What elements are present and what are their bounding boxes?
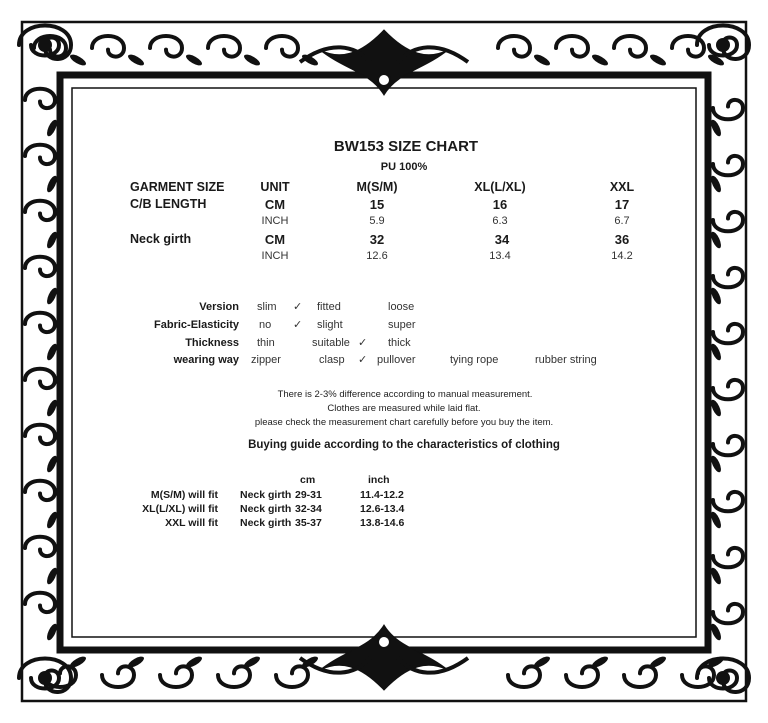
cell-value: 14.2 (611, 250, 633, 262)
border-scroll-ornament (25, 369, 55, 388)
guide-cm: 35-37 (295, 517, 322, 529)
attr-label-wearing-way: wearing way (173, 354, 239, 366)
border-scroll-ornament (25, 593, 55, 612)
border-scroll-ornament (92, 36, 124, 57)
chart-title: BW153 SIZE CHART (333, 138, 479, 155)
attr-option: slight (317, 319, 343, 331)
border-leaf-ornament (590, 52, 609, 67)
border-scroll-ornament (614, 36, 646, 57)
guide-part: Neck girth (240, 489, 292, 501)
attr-label-thickness: Thickness (185, 337, 239, 349)
attr-option: thin (257, 337, 275, 349)
attr-label-fabric-elasticity: Fabric-Elasticity (154, 319, 239, 331)
cell-value: 12.6 (366, 250, 388, 262)
header-unit: UNIT (260, 180, 290, 194)
guide-part: Neck girth (240, 517, 292, 529)
border-leaf-ornament (184, 654, 203, 669)
guide-size: XXL will fit (165, 517, 218, 529)
border-scroll-ornament (25, 201, 55, 220)
border-leaf-ornament (38, 671, 52, 685)
border-scroll-ornament (713, 604, 743, 623)
border-scroll-ornament (508, 666, 540, 687)
unit-inch: INCH (261, 215, 289, 227)
border-leaf-ornament (184, 52, 203, 67)
row-label-cb-length: C/B LENGTH (130, 197, 207, 211)
bottom-crest-ornament (300, 625, 468, 690)
border-scroll-ornament (25, 257, 55, 276)
attr-option: no (259, 319, 272, 331)
header-garment-size: GARMENT SIZE (130, 180, 225, 194)
border-scroll-ornament (25, 425, 55, 444)
guide-col-cm: cm (300, 474, 316, 486)
unit-cm: CM (264, 197, 286, 212)
border-leaf-ornament (716, 38, 730, 52)
border-scroll-ornament (556, 36, 588, 57)
cell-value: 13.4 (489, 250, 511, 262)
border-scroll-ornament (713, 548, 743, 567)
attr-option: fitted (317, 301, 341, 313)
border-scroll-ornament (160, 666, 192, 687)
attr-option: super (388, 319, 416, 331)
border-leaf-ornament (126, 654, 145, 669)
border-scroll-ornament (713, 380, 743, 399)
cell-value: 15 (369, 197, 385, 212)
cell-value: 16 (492, 197, 508, 212)
border-scroll-ornament (713, 324, 743, 343)
guide-size: XL(L/XL) will fit (142, 503, 218, 515)
attr-option: loose (388, 301, 415, 313)
border-scroll-ornament (150, 36, 182, 57)
top-crest-ornament (300, 30, 468, 95)
guide-inch: 11.4-12.2 (360, 489, 404, 501)
note-line: There is 2-3% difference according to manual measurement. (277, 389, 533, 400)
header-size-m: M(S/M) (356, 180, 398, 194)
check-mark-icon: ✓ (358, 354, 368, 366)
border-leaf-ornament (648, 654, 667, 669)
border-scroll-ornament (25, 537, 55, 556)
border-leaf-ornament (38, 38, 52, 52)
header-size-xxl: XXL (609, 180, 635, 194)
note-line: Clothes are measured while laid flat. (327, 403, 481, 414)
cell-value: 32 (369, 232, 385, 247)
unit-cm: CM (264, 232, 286, 247)
attr-option: zipper (251, 354, 281, 366)
cell-value: 6.7 (614, 215, 630, 227)
border-leaf-ornament (716, 671, 730, 685)
border-scroll-ornament (713, 436, 743, 455)
border-scroll-ornament (266, 36, 298, 57)
note-line: please check the measurement chart carefully before you buy the item. (254, 417, 554, 428)
attr-option: thick (388, 337, 411, 349)
attr-option: tying rope (450, 354, 499, 366)
border-leaf-ornament (68, 654, 87, 669)
cell-value: 6.3 (492, 215, 508, 227)
cell-value: 5.9 (369, 215, 385, 227)
guide-col-inch: inch (368, 474, 390, 486)
border-leaf-ornament (590, 654, 609, 669)
border-scroll-ornament (713, 492, 743, 511)
border-scroll-ornament (25, 313, 55, 332)
border-scroll-ornament (624, 666, 656, 687)
border-scroll-ornament (713, 212, 743, 231)
buying-guide-title: Buying guide according to the characteristics of clothing (248, 439, 560, 451)
border-scroll-ornament (566, 666, 598, 687)
unit-inch: INCH (261, 250, 289, 262)
check-mark-icon: ✓ (293, 319, 303, 331)
guide-size: M(S/M) will fit (150, 489, 218, 501)
cell-value: 17 (614, 197, 630, 212)
cell-value: 34 (494, 232, 510, 247)
guide-inch: 12.6-13.4 (360, 503, 405, 515)
attr-option: suitable (312, 337, 350, 349)
border-scroll-ornament (102, 666, 134, 687)
border-leaf-ornament (532, 52, 551, 67)
attr-option: rubber string (535, 354, 597, 366)
border-scroll-ornament (276, 666, 308, 687)
attr-label-version: Version (199, 301, 239, 313)
check-mark-icon: ✓ (358, 337, 368, 349)
border-leaf-ornament (648, 52, 667, 67)
border-scroll-ornament (25, 145, 55, 164)
guide-inch: 13.8-14.6 (360, 517, 405, 529)
guide-part: Neck girth (240, 503, 292, 515)
row-label-neck-girth: Neck girth (130, 232, 192, 246)
border-leaf-ornament (242, 52, 261, 67)
guide-cm: 32-34 (295, 503, 322, 515)
border-leaf-ornament (532, 654, 551, 669)
border-scroll-ornament (25, 89, 55, 108)
border-scroll-ornament (713, 156, 743, 175)
guide-cm: 29-31 (295, 489, 322, 501)
attr-option: pullover (377, 354, 416, 366)
header-size-xl: XL(L/XL) (474, 180, 526, 194)
border-leaf-ornament (68, 52, 87, 67)
attr-option: clasp (319, 354, 345, 366)
material-subtitle: PU 100% (380, 161, 428, 173)
border-scroll-ornament (208, 36, 240, 57)
border-scroll-ornament (713, 100, 743, 119)
border-scroll-ornament (713, 268, 743, 287)
border-scroll-ornament (25, 481, 55, 500)
check-mark-icon: ✓ (293, 301, 303, 313)
attr-option: slim (257, 301, 277, 313)
border-scroll-ornament (218, 666, 250, 687)
border-leaf-ornament (126, 52, 145, 67)
cell-value: 36 (614, 232, 630, 247)
border-scroll-ornament (498, 36, 530, 57)
border-leaf-ornament (242, 654, 261, 669)
